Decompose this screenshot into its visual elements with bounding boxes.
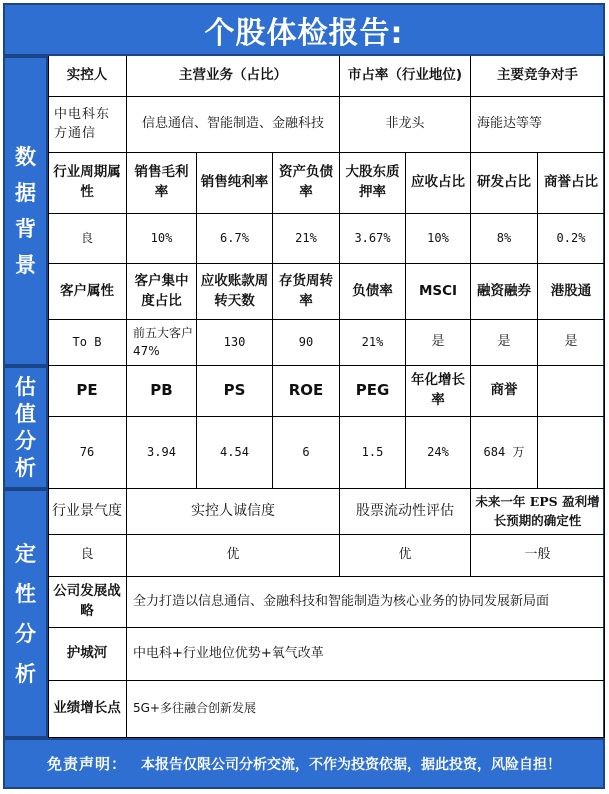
- header-debt-ratio: 资产负债率: [273, 153, 340, 214]
- section-char: 析: [15, 455, 36, 480]
- section-char: 性: [15, 581, 36, 606]
- header-competitors: 主要竞争对手: [471, 56, 605, 97]
- header-pb: PB: [127, 366, 197, 417]
- value-receivable-ratio: 10%: [406, 214, 471, 264]
- value-controller: 中电科东方通信: [48, 97, 127, 153]
- section-data-background: [3, 56, 48, 366]
- value-growth-driver: 5G+多往融合创新发展: [127, 681, 605, 738]
- section-char: 背: [15, 217, 36, 241]
- value-market-share: 非龙头: [340, 97, 471, 153]
- value-controller-integrity: 优: [127, 535, 340, 577]
- value-pledge-ratio: 3.67%: [340, 214, 406, 264]
- value-customer-concentration: 前五大客户 47%: [127, 320, 197, 366]
- section-char: 数: [15, 145, 36, 169]
- value-goodwill-ratio: 0.2%: [538, 214, 605, 264]
- value-moat: 中电科+行业地位优势+氧气改革: [127, 628, 605, 681]
- header-goodwill: 商誉: [471, 366, 538, 417]
- value-strategy: 全力打造以信息通信、金融科技和智能制造为核心业务的协同发展新局面: [127, 577, 605, 628]
- value-industry-sentiment: 良: [48, 535, 127, 577]
- header-controller-integrity: 实控人诚信度: [127, 489, 340, 535]
- value-pb: 3.94: [127, 417, 197, 489]
- header-pledge-ratio: 大股东质押率: [340, 153, 406, 214]
- section-char: 据: [15, 181, 36, 205]
- section-char: 值: [15, 401, 36, 426]
- value-net-margin: 6.7%: [197, 214, 273, 264]
- value-eps-certainty: 一般: [471, 535, 605, 577]
- header-ps: PS: [197, 366, 273, 417]
- value-industry-cycle: 良: [48, 214, 127, 264]
- header-main-business: 主营业务（占比）: [127, 56, 340, 97]
- value-goodwill: 684 万: [471, 417, 538, 489]
- value-margin-trading: 是: [471, 320, 538, 366]
- value-pe: 76: [48, 417, 127, 489]
- value-liability-ratio: 21%: [340, 320, 406, 366]
- disclaimer-text: 本报告仅限公司分析交流，不作为投资依据，据此投资，风险自担！: [141, 756, 561, 773]
- section-char: 景: [15, 253, 36, 277]
- value-msci: 是: [406, 320, 471, 366]
- header-roe: ROE: [273, 366, 340, 417]
- header-industry-cycle: 行业周期属性: [48, 153, 127, 214]
- section-char: 分: [15, 621, 36, 646]
- label-moat: 护城河: [48, 628, 127, 681]
- value-roe: 6: [273, 417, 340, 489]
- disclaimer-bar: [3, 738, 605, 789]
- header-eps-certainty: 未来一年 EPS 盈利增长预期的确定性: [471, 489, 605, 535]
- header-goodwill-ratio: 商誉占比: [538, 153, 605, 214]
- empty-cell: [538, 366, 605, 417]
- value-receivable-days: 130: [197, 320, 273, 366]
- value-liquidity: 优: [340, 535, 471, 577]
- header-receivable-days: 应收账款周转天数: [197, 264, 273, 320]
- label-growth-driver: 业绩增长点: [48, 681, 127, 738]
- empty-cell: [538, 417, 605, 489]
- section-char: 分: [15, 428, 36, 453]
- value-annual-growth: 24%: [406, 417, 471, 489]
- report-title: 个股体检报告:: [3, 3, 605, 56]
- value-debt-ratio: 21%: [273, 214, 340, 264]
- header-controller: 实控人: [48, 56, 127, 97]
- header-customer-concentration: 客户集中度占比: [127, 264, 197, 320]
- disclaimer-label: 免责声明：: [46, 755, 127, 773]
- header-margin-trading: 融资融券: [471, 264, 538, 320]
- header-annual-growth: 年化增长率: [406, 366, 471, 417]
- header-liquidity: 股票流动性评估: [340, 489, 471, 535]
- header-stock-connect: 港股通: [538, 264, 605, 320]
- value-gross-margin: 10%: [127, 214, 197, 264]
- header-net-margin: 销售纯利率: [197, 153, 273, 214]
- value-rd-ratio: 8%: [471, 214, 538, 264]
- value-customer-type: To B: [48, 320, 127, 366]
- header-pe: PE: [48, 366, 127, 417]
- section-valuation: [3, 366, 48, 489]
- header-peg: PEG: [340, 366, 406, 417]
- header-liability-ratio: 负债率: [340, 264, 406, 320]
- value-peg: 1.5: [340, 417, 406, 489]
- header-customer-type: 客户属性: [48, 264, 127, 320]
- value-competitors: 海能达等等: [471, 97, 605, 153]
- section-char: 估: [15, 374, 36, 399]
- value-ps: 4.54: [197, 417, 273, 489]
- section-qualitative: [3, 489, 48, 738]
- header-rd-ratio: 研发占比: [471, 153, 538, 214]
- header-industry-sentiment: 行业景气度: [48, 489, 127, 535]
- header-inventory-turnover: 存货周转率: [273, 264, 340, 320]
- label-strategy: 公司发展战略: [48, 577, 127, 628]
- header-msci: MSCI: [406, 264, 471, 320]
- value-inventory-turnover: 90: [273, 320, 340, 366]
- header-gross-margin: 销售毛利率: [127, 153, 197, 214]
- value-stock-connect: 是: [538, 320, 605, 366]
- header-market-share: 市占率（行业地位): [340, 56, 471, 97]
- section-char: 析: [15, 661, 36, 686]
- value-main-business: 信息通信、智能制造、金融科技: [127, 97, 340, 153]
- header-receivable-ratio: 应收占比: [406, 153, 471, 214]
- section-char: 定: [15, 541, 36, 566]
